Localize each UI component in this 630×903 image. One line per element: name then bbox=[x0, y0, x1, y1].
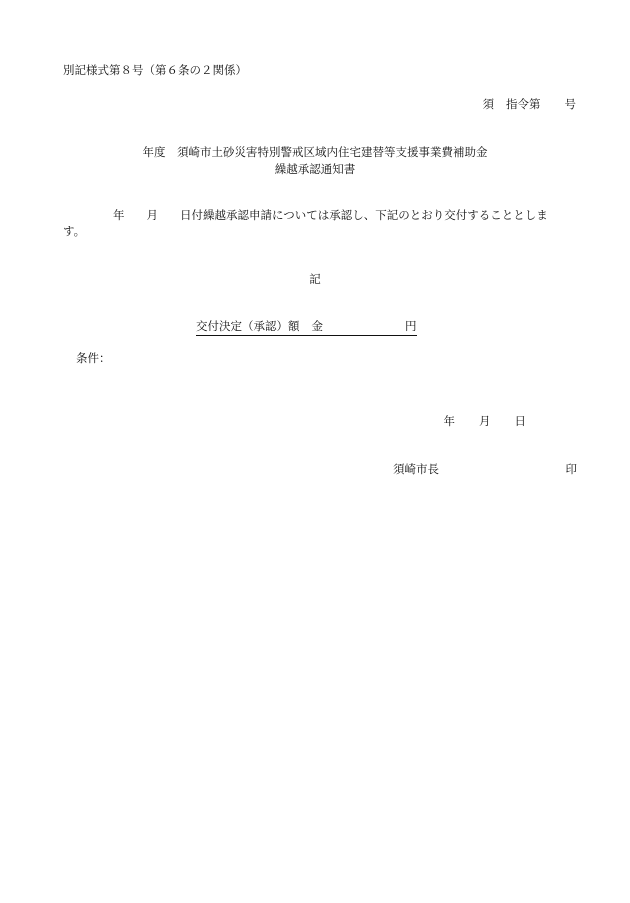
reference-prefix: 須 bbox=[482, 97, 494, 111]
body-month-label: 月 bbox=[146, 208, 158, 222]
issue-date bbox=[444, 413, 527, 429]
conditions-label: 条件： bbox=[76, 351, 111, 365]
grant-amount-line bbox=[196, 318, 417, 336]
form-identifier: 別記様式第８号（第６条の２関係） bbox=[63, 63, 247, 77]
amount-currency-prefix: 金 bbox=[311, 319, 323, 333]
amount-label: 交付決定（承認）額 bbox=[196, 319, 300, 333]
ki-heading: 記 bbox=[309, 272, 321, 286]
date-month-label: 月 bbox=[479, 414, 491, 428]
date-year-label: 年 bbox=[443, 414, 455, 428]
date-day-label: 日 bbox=[514, 414, 526, 428]
seal-mark: 印 bbox=[565, 462, 577, 476]
reference-number bbox=[483, 96, 577, 112]
body-paragraph-line2: す。 bbox=[63, 224, 86, 238]
issuer-title: 須崎市長 bbox=[393, 462, 439, 476]
document-title-line2: 繰越承認通知書 bbox=[274, 162, 356, 176]
body-text-line1: 日付繰越承認申請については承認し、下記のとおり交付することとしま bbox=[180, 208, 548, 222]
amount-unit: 円 bbox=[405, 319, 417, 333]
document-title-line1: 年度 須崎市土砂災害特別警戒区域内住宅建替等支援事業費補助金 bbox=[142, 145, 488, 159]
issuer-line bbox=[393, 461, 577, 477]
reference-suffix: 号 bbox=[564, 97, 576, 111]
body-year-label: 年 bbox=[113, 208, 125, 222]
body-paragraph-line1 bbox=[63, 207, 581, 223]
reference-middle: 指令第 bbox=[506, 97, 541, 111]
